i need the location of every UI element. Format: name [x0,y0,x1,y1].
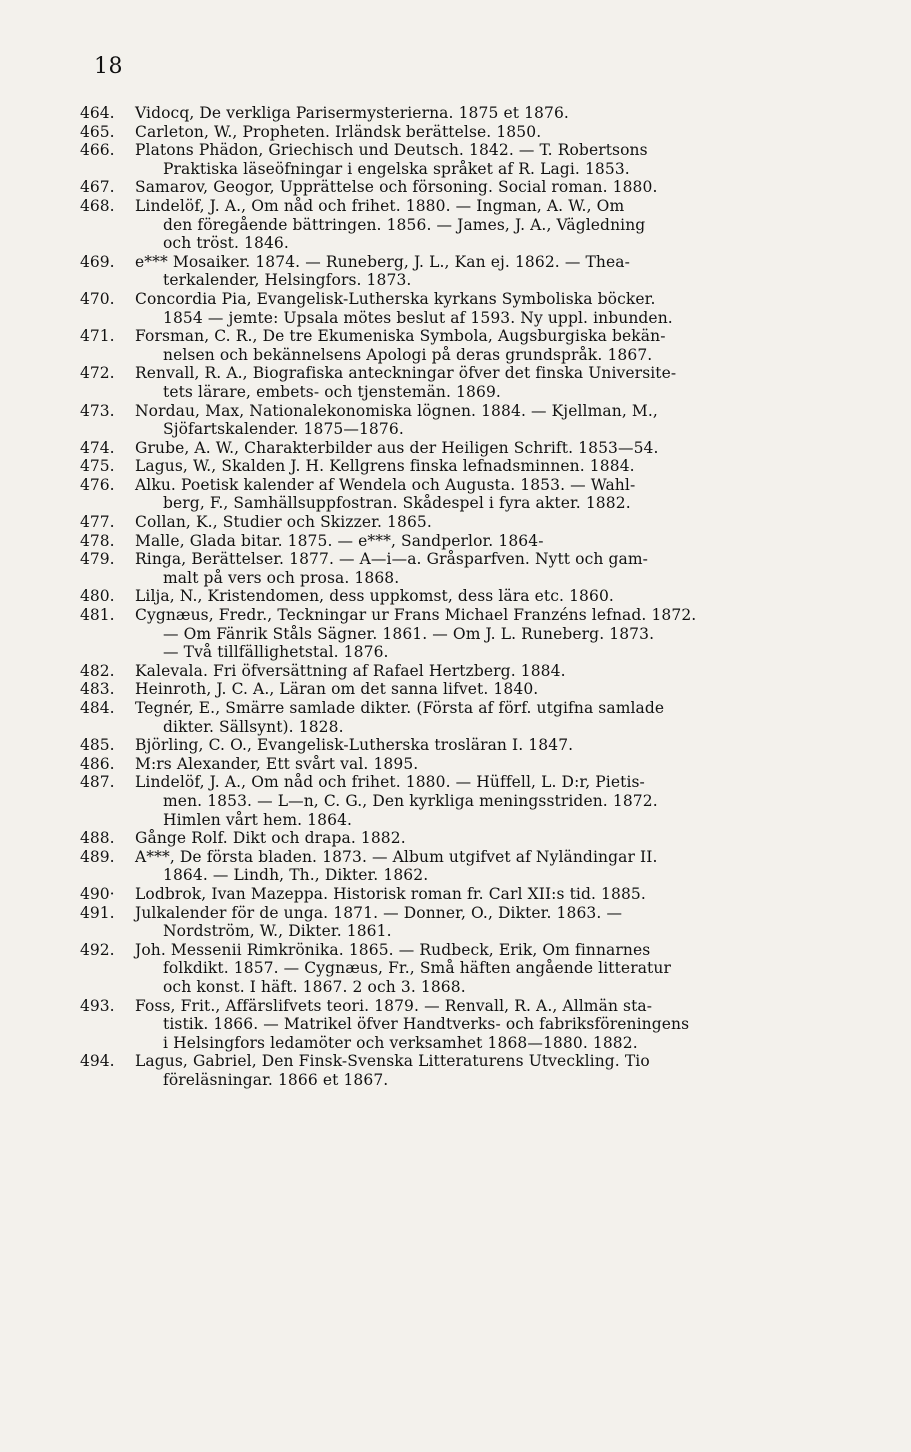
entry-text-line: Collan, K., Studier och Skizzer. 1865. [135,513,432,532]
entry-number: 486. [80,754,115,773]
entry-text-line: Lilja, N., Kristendomen, dess uppkomst, dess lära etc. 1860. [135,587,614,606]
entry-text-line: nelsen och bekännelsens Apologi på deras grundspråk. 1867. [163,345,653,364]
entry-text-line: Nordau, Max, Nationalekonomiska lögnen. 1884. — Kjellman, M., [135,401,658,420]
catalogue-entry [80,439,894,458]
entry-number: 494. [80,1052,115,1071]
catalogue-entry [80,904,894,941]
catalogue-entry [80,1052,894,1089]
entry-text-line: Platons Phädon, Griechisch und Deutsch. 1842. — T. Robertsons [135,141,648,160]
catalogue-entry [80,513,894,532]
entry-text-line: Himlen vårt hem. 1864. [163,810,353,829]
entry-text-line: Lagus, Gabriel, Den Finsk-Svenska Litteraturens Utveckling. Tio [135,1052,650,1071]
entry-text-line: Gånge Rolf. Dikt och drapa. 1882. [135,829,406,848]
entry-text-line: 1854 — jemte: Upsala mötes beslut af 1593. Ny uppl. inbunden. [163,308,673,327]
catalogue-entry [80,104,894,123]
entry-text-line: Julkalender för de unga. 1871. — Donner, O., Dikter. 1863. — [135,903,623,922]
entry-text-line: Forsman, C. R., De tre Ekumeniska Symbola, Augsburgiska bekän- [135,327,666,346]
entry-text-line: och tröst. 1846. [163,234,289,253]
entry-number: 483. [80,680,115,699]
entry-text-line: Joh. Messenii Rimkrönika. 1865. — Rudbeck, Erik, Om finnarnes [135,940,651,959]
entry-text-line: Kalevala. Fri öfversättning af Rafael Hertzberg. 1884. [135,661,566,680]
entry-text-line: Carleton, W., Propheten. Irländsk berättelse. 1850. [135,122,542,141]
entry-number: 489. [80,847,115,866]
entry-number: 487. [80,773,115,792]
catalogue-entry [80,532,894,551]
entry-number: 488. [80,829,115,848]
entry-text-line: Grube, A. W., Charakterbilder aus der Heiligen Schrift. 1853—54. [135,438,659,457]
catalogue-entry [80,755,894,774]
entry-text-line: Heinroth, J. C. A., Läran om det sanna lifvet. 1840. [135,680,539,699]
entry-text-line: terkalender, Helsingfors. 1873. [163,271,412,290]
entry-number: 474. [80,438,115,457]
entry-number: 482. [80,661,115,680]
entry-text-line: — Om Fänrik Ståls Sägner. 1861. — Om J. L. Runeberg. 1873. [163,624,655,643]
catalogue-entry [80,662,894,681]
catalogue-entry [80,253,894,290]
catalogue-entry [80,290,894,327]
entry-number: 477. [80,513,115,532]
entry-text-line: Lindelöf, J. A., Om nåd och frihet. 1880. — Hüffell, L. D:r, Pietis- [135,773,645,792]
entry-text-line: Malle, Glada bitar. 1875. — e***, Sandperlor. 1864- [135,531,544,550]
entry-text-line: Samarov, Geogor, Upprättelse och försoning. Social roman. 1880. [135,178,658,197]
entry-number: 491. [80,903,115,922]
page-number: 18 [94,54,123,79]
entry-text-line: Praktiska läseöfningar i engelska språket af R. Lagi. 1853. [163,159,630,178]
catalogue-entry [80,141,894,178]
entry-number: 490· [80,884,115,903]
entry-text-line: Ringa, Berättelser. 1877. — A—i—a. Gråsparfven. Nytt och gam- [135,550,648,569]
catalogue-entry [80,885,894,904]
catalogue-entry [80,178,894,197]
entry-number: 471. [80,327,115,346]
entry-text-line: M:rs Alexander, Ett svårt val. 1895. [135,754,419,773]
entry-text-line: Renvall, R. A., Biografiska anteckningar öfver det finska Universite- [135,364,677,383]
entry-text-line: Björling, C. O., Evangelisk-Lutherska trosläran I. 1847. [135,736,574,755]
entry-number: 476. [80,475,115,494]
entry-number: 472. [80,364,115,383]
entry-number: 466. [80,141,115,160]
entry-text-line: folkdikt. 1857. — Cygnæus, Fr., Små häften angående litteratur [163,959,671,978]
entry-text-line: i Helsingfors ledamöter och verksamhet 1868—1880. 1882. [163,1033,638,1052]
entry-text-line: Tegnér, E., Smärre samlade dikter. (Första af förf. utgifna samlade [135,699,665,717]
entry-number: 480. [80,587,115,606]
catalogue-entry [80,680,894,699]
entry-number: 481. [80,606,115,625]
catalogue-entry [80,476,894,513]
entry-text-line: dikter. Sällsynt). 1828. [163,717,344,736]
entry-text-line: Lodbrok, Ivan Mazeppa. Historisk roman fr. Carl XII:s tid. 1885. [135,884,646,903]
entry-number: 475. [80,457,115,476]
catalogue-entry [80,123,894,142]
catalogue-entry [80,736,894,755]
entry-number: 467. [80,178,115,197]
entry-text-line: Alku. Poetisk kalender af Wendela och Augusta. 1853. — Wahl- [135,475,636,494]
catalogue-entry [80,997,894,1053]
entry-number: 469. [80,252,115,271]
entry-number: 479. [80,550,115,569]
entry-text-line: och konst. I häft. 1867. 2 och 3. 1868. [163,977,466,996]
catalogue-entry [80,402,894,439]
catalogue-entry [80,829,894,848]
catalogue-entry [80,587,894,606]
catalogue-entry [80,699,894,736]
catalogue-entry [80,941,894,997]
entry-number: 465. [80,122,115,141]
catalogue-entry [80,327,894,364]
entry-text-line: malt på vers och prosa. 1868. [163,568,400,587]
entry-number: 473. [80,401,115,420]
catalogue-entry [80,848,894,885]
entry-text-line: men. 1853. — L—n, C. G., Den kyrkliga meningsstriden. 1872. [163,791,658,810]
catalogue-entry [80,197,894,253]
entry-number: 493. [80,996,115,1015]
catalogue-entry [80,773,894,829]
entry-text-line: Sjöfartskalender. 1875—1876. [163,420,404,439]
catalogue-entry [80,457,894,476]
entry-text-line: — Två tillfällighetstal. 1876. [163,643,389,662]
entry-text-line: Foss, Frit., Affärslifvets teori. 1879. — Renvall, R. A., Allmän sta- [135,996,653,1015]
entry-text-line: Concordia Pia, Evangelisk-Lutherska kyrkans Symboliska böcker. [135,289,656,308]
entry-text-line: Cygnæus, Fredr., Teckningar ur Frans Michael Franzéns lefnad. 1872. [135,606,697,625]
catalogue-entry [80,364,894,401]
entry-text-line: föreläsningar. 1866 et 1867. [163,1070,389,1089]
entry-text-line: den föregående bättringen. 1856. — James, J. A., Vägledning [163,215,646,234]
entry-number: 468. [80,196,115,215]
entry-number: 485. [80,736,115,755]
entry-number: 470. [80,289,115,308]
entry-text-line: 1864. — Lindh, Th., Dikter. 1862. [163,866,429,885]
entry-number: 464. [80,104,115,122]
entry-text-line: Nordström, W., Dikter. 1861. [163,922,392,941]
entry-text-line: tets lärare, embets- och tjenstemän. 1869. [163,382,501,401]
catalogue-entry [80,606,894,662]
entry-number: 484. [80,699,115,717]
entry-text-line: Lagus, W., Skalden J. H. Kellgrens finska lefnadsminnen. 1884. [135,457,635,476]
entry-number: 478. [80,531,115,550]
catalogue-entries [80,104,894,1089]
entry-text-line: tistik. 1866. — Matrikel öfver Handtverks- och fabriksföreningens [163,1015,690,1034]
entry-text-line: Vidocq, De verkliga Parisermysterierna. 1875 et 1876. [135,104,569,122]
catalogue-entry [80,550,894,587]
entry-text-line: e*** Mosaiker. 1874. — Runeberg, J. L., Kan ej. 1862. — Thea- [135,252,630,271]
entry-text-line: berg, F., Samhällsuppfostran. Skådespel i fyra akter. 1882. [163,494,631,513]
entry-text-line: Lindelöf, J. A., Om nåd och frihet. 1880. — Ingman, A. W., Om [135,196,625,215]
entry-number: 492. [80,940,115,959]
entry-text-line: A***, De första bladen. 1873. — Album utgifvet af Nyländingar II. [135,847,658,866]
